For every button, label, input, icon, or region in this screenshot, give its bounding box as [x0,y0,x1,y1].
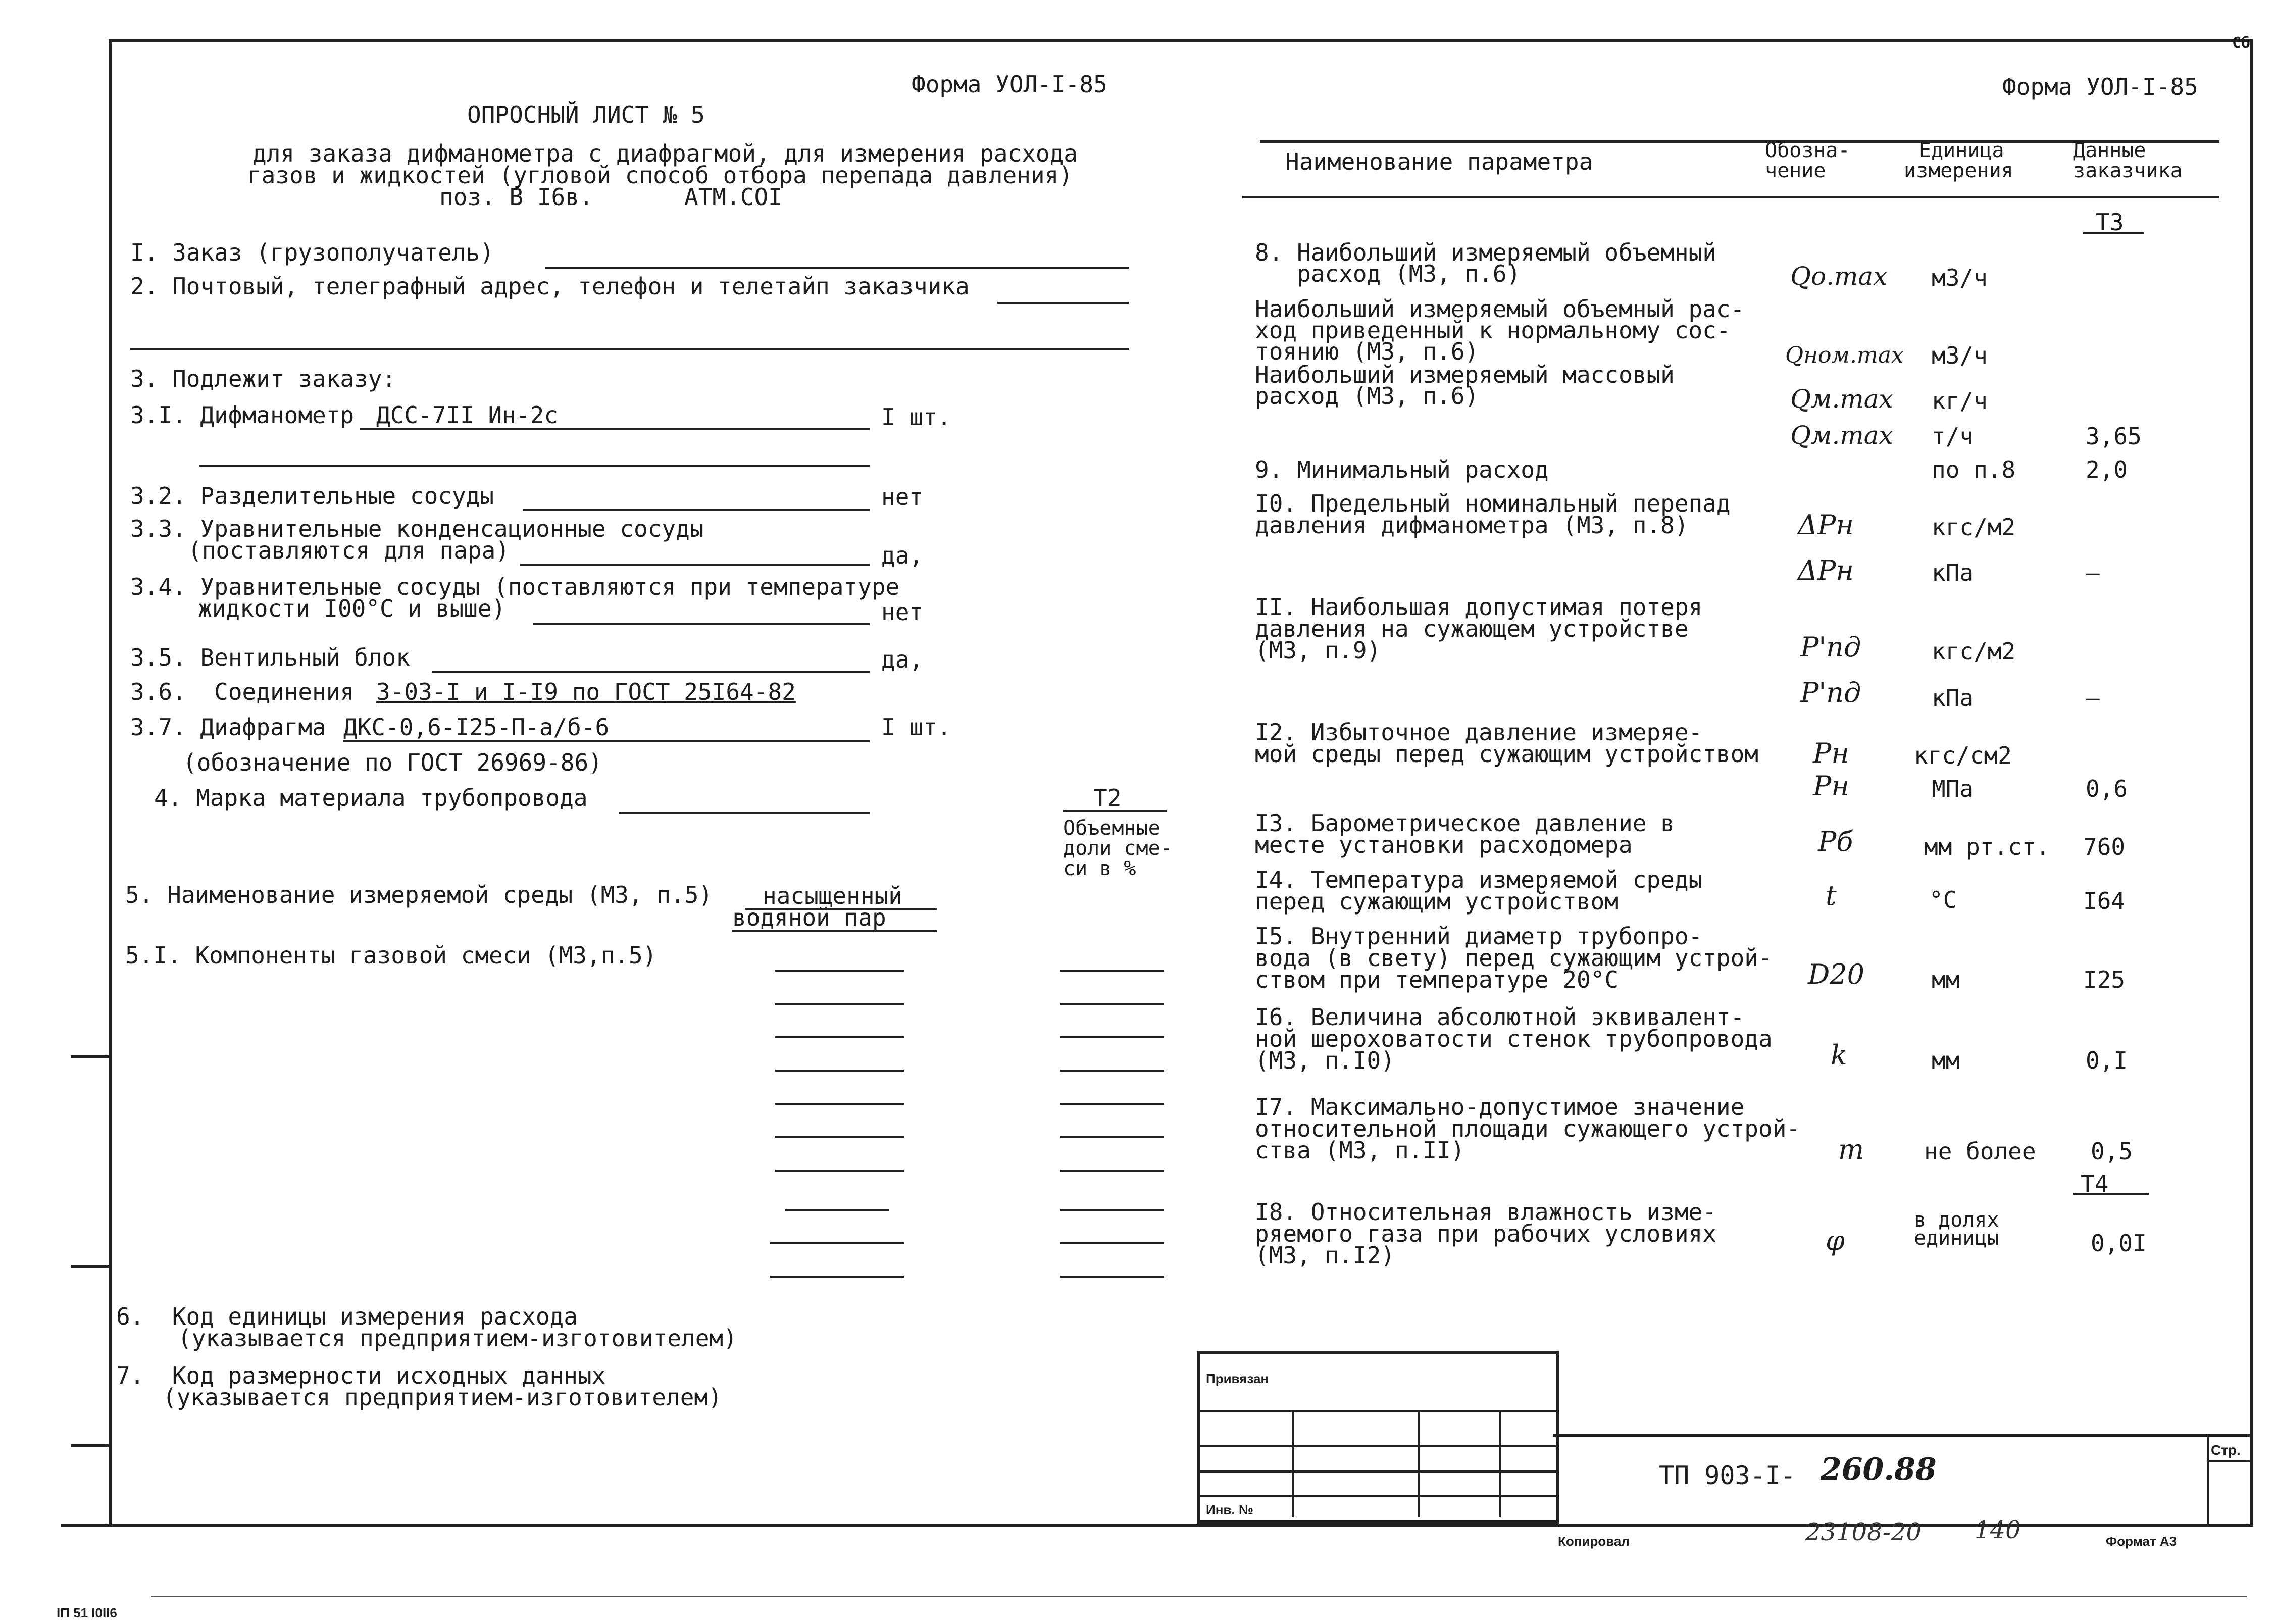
bottom-code: IП 51 I0II6 [57,1605,117,1620]
percent-blank [1060,1242,1164,1244]
item-7-note: (указывается предприятием-изготовителем) [163,1384,722,1411]
row-13-line-1: I3. Барометрическое давление в [1255,809,1675,837]
stamp-vline [1418,1410,1420,1517]
percent-blank [1060,1170,1164,1172]
row-18-line-1: I8. Относительная влажность изме- [1255,1198,1716,1226]
row-17-value: 0,5 [2091,1138,2133,1165]
item-3-3-note: (поставляются для пара) [188,537,510,564]
frame-right [2250,39,2253,1527]
row-14-line-2: перед сужающим устройством [1255,888,1619,915]
percent-blank [1060,1003,1164,1005]
row-10-line-1: I0. Предельный номинальный перепад [1255,490,1731,517]
stamp-page-vline [2207,1434,2209,1525]
item-7: 7. Код размерности исходных данных [116,1362,606,1389]
header-unit-2: измерения [1904,159,2013,182]
row-18-symbol: φ [1826,1225,1845,1256]
frame-bottom [61,1524,2252,1527]
component-blank [775,1070,904,1072]
row-10b-symbol: ΔPн [1798,554,1854,586]
stamp-page-label: Стр. [2211,1442,2241,1458]
row-13-value: 760 [2083,833,2126,860]
item-3-4-note: жидкости I00°С и выше) [198,595,506,622]
item-3-5-field [432,671,870,673]
row-10-line-2: давления дифманометра (МЗ, п.8) [1255,512,1689,539]
item-5-value-2: водяной пар [732,904,886,931]
document-prefix: ТП 903-I- [1659,1461,1796,1490]
component-blank [775,1103,904,1105]
row-8b-unit: м3/ч [1932,342,1988,369]
row-14-line-1: I4. Температура измеряемой среды [1255,866,1703,893]
row-9-value: 2,0 [2086,456,2128,483]
header-name: Наименование параметра [1285,148,1593,175]
item-3-4: 3.4. Уравнительные сосуды (поставляются при температуре [130,573,900,600]
row-14-symbol: t [1826,880,1837,911]
form-label-left: Форма УОЛ-I-85 [912,71,1107,98]
item-3-3: 3.3. Уравнительные конденсационные сосуды [130,515,704,542]
table-header-bottom [1242,196,2219,198]
component-blank [770,1242,904,1244]
t3-label: Т3 [2096,209,2124,236]
row-10-symbol: ΔPн [1798,509,1854,541]
stamp-vline [1292,1410,1294,1517]
row-11-unit: кгс/м2 [1932,638,2016,665]
t2-label: Т2 [1093,784,1122,811]
component-blank [775,970,904,972]
item-3-7-field [343,740,870,742]
page-title: ОПРОСНЫЙ ЛИСТ № 5 [467,101,705,128]
row-12-line-2: мой среды перед сужающим устройством [1255,740,1758,768]
row-15-line-2: вода (в свету) перед сужающим устрой- [1255,944,1773,972]
row-11-line-2: давления на сужающем устройстве [1255,615,1689,642]
row-17-unit: не более [1924,1138,2036,1165]
margin-tick [71,1055,111,1058]
item-5-value: насыщенный [763,882,902,909]
stamp-vline [1499,1410,1501,1517]
item-6: 6. Код единицы измерения расхода [116,1303,578,1330]
row-8c-line-2: расход (МЗ, п.6) [1255,382,1479,410]
row-11b-unit: кПа [1932,684,1974,712]
header-symbol-2: чение [1765,159,1826,182]
header-unit-1: Единица [1919,139,2004,162]
item-1: I. Заказ (грузополучатель) [130,239,494,266]
component-blank [775,1003,904,1005]
row-10b-value: – [2086,559,2100,586]
row-17-line-1: I7. Максимально-допустимое значение [1255,1093,1745,1121]
item-3-5: 3.5. Вентильный блок [130,644,410,671]
row-13-unit: мм рт.ст. [1924,833,2050,860]
stamp-line [1197,1495,1556,1497]
item-5: 5. Наименование измеряемой среды (МЗ, п.5) [125,881,713,908]
row-17-line-2: относительной площади сужающего устрой- [1255,1115,1801,1142]
row-8c-unit: кг/ч [1932,387,1988,415]
item-5-field-2 [732,930,937,932]
row-8c-symbol: Qм.max [1790,384,1893,414]
stamp-inventory-label: Инв. № [1206,1502,1253,1517]
component-blank [775,1036,904,1038]
component-blank [770,1276,904,1278]
t2-text-3: си в % [1063,857,1136,880]
row-8d-unit: т/ч [1932,423,1974,450]
row-8-line-1: 8. Наибольший измеряемый объемный [1255,239,1716,266]
row-10-unit: кгс/м2 [1932,514,2016,541]
row-12b-unit: МПа [1932,775,1974,802]
row-11b-symbol: P'пд [1800,677,1861,708]
footer-kopiroval: Копировал [1558,1534,1630,1549]
item-3-2-field [523,509,870,511]
frame-top [109,39,2252,42]
stamp-line [1197,1410,1556,1412]
item-3-4-answer: нет [881,598,924,626]
header-symbol-1: Обозна- [1765,139,1850,162]
row-15-line-1: I5. Внутренний диаметр трубопро- [1255,923,1703,950]
row-12-unit: кгс/см2 [1914,742,2012,769]
percent-blank [1060,1036,1164,1038]
item-3-3-answer: да, [881,542,924,569]
percent-blank [1060,970,1164,972]
row-18-value: 0,0I [2091,1230,2147,1257]
item-3-3-field [520,564,870,566]
item-3-1: 3.I. Дифманометр [130,401,355,429]
component-blank [775,1170,904,1172]
item-3-4-field [533,623,870,625]
item-3-2-answer: нет [881,483,924,511]
row-13-line-2: месте установки расходомера [1255,831,1633,858]
subtitle-line-2: газов и жидкостей (угловой способ отбора перепада давления) [247,162,1073,189]
item-3-6: 3.6. Соединения [130,678,355,705]
component-blank [775,1136,904,1138]
row-18-unit: в долях единицы [1914,1208,1999,1250]
item-3-1-field [360,428,870,430]
row-16-line-1: I6. Величина абсолютной эквивалент- [1255,1003,1745,1031]
row-8b-line-3: тоянию (МЗ, п.6) [1255,338,1479,365]
subtitle-line-1: для заказа дифманометра с диафрагмой, для измерения расхода [252,140,1078,167]
margin-tick [71,1265,111,1268]
footer-format: Формат А3 [2106,1534,2177,1549]
row-16-symbol: k [1831,1039,1847,1071]
row-12-symbol: Pн [1813,737,1849,769]
row-14-unit: °С [1929,886,1957,914]
row-11-line-1: II. Наибольшая допустимая потеря [1255,593,1703,621]
item-3-7-value: ДКС-0,6-I25-П-а/б-6 [343,714,610,741]
item-6-note: (указывается предприятием-изготовителем) [178,1325,737,1352]
cut-line [151,1596,2247,1597]
form-label-right: Форма УОЛ-I-85 [2002,73,2198,100]
item-3-1-field-2 [199,465,870,467]
percent-blank [1060,1209,1164,1211]
percent-blank [1060,1136,1164,1138]
row-9-line-1: 9. Минимальный расход [1255,456,1549,483]
item-2-field-2 [130,348,1129,350]
header-data-2: заказчика [2073,159,2183,182]
row-16-value: 0,I [2086,1047,2128,1074]
row-17-line-3: ства (МЗ, п.II) [1255,1137,1465,1164]
position-label: поз. В I6в. [439,183,593,211]
row-15-symbol: D20 [1808,958,1865,990]
row-15-line-3: ством при температуре 20°С [1255,966,1619,993]
corner-mark: Сб [2232,34,2251,52]
row-11-line-3: (МЗ, п.9) [1255,637,1381,664]
header-data-1: Данные [2073,139,2146,162]
item-3-1-value: ДСС-7II Ин-2с [376,401,559,429]
footer-sheet-number: 140 [1975,1516,2021,1544]
t2-underline [1063,810,1167,812]
t3-underline [2083,232,2144,234]
row-15-value: I25 [2083,966,2126,993]
row-16-line-3: (МЗ, п.I0) [1255,1047,1395,1074]
row-8-unit: м3/ч [1932,264,1988,291]
frame-left [109,39,112,1527]
item-4-field [619,812,870,814]
row-10b-unit: кПа [1932,559,1974,586]
row-17-symbol: m [1838,1134,1864,1165]
row-15-unit: мм [1932,966,1960,993]
row-8b-line-2: ход приведенный к нормальному сос- [1255,317,1731,344]
stamp-privyazan-label: Привязан [1206,1371,1269,1386]
row-18-line-3: (МЗ, п.I2) [1255,1242,1395,1269]
item-3-6-value: 3-03-I и I-I9 по ГОСТ 25I64-82 [376,678,796,705]
percent-blank [1060,1070,1164,1072]
t2-text-2: доли сме- [1063,837,1173,860]
row-14-value: I64 [2083,887,2126,915]
document-number: 260.88 [1821,1452,1937,1487]
component-blank [785,1209,889,1211]
row-8d-value: 3,65 [2086,423,2142,450]
row-13-symbol: Pб [1818,826,1853,857]
item-3-7-qty: I шт. [881,714,951,741]
t4-underline [2073,1193,2149,1195]
item-3-2: 3.2. Разделительные сосуды [130,482,494,510]
row-11b-value: – [2086,684,2100,712]
row-9-unit: по п.8 [1932,456,2016,483]
t4-label: Т4 [2081,1170,2109,1197]
margin-tick [71,1444,111,1447]
item-1-field [545,267,1129,269]
row-16-line-2: ной шероховатости стенок трубопровода [1255,1025,1773,1052]
percent-blank [1060,1103,1164,1105]
item-3-7: 3.7. Диафрагма [130,714,326,741]
item-5-1: 5.I. Компоненты газовой смеси (МЗ,п.5) [125,942,657,969]
row-18-line-2: ряемого газа при рабочих условиях [1255,1220,1716,1247]
row-8c-line-1: Наибольший измеряемый массовый [1255,361,1675,388]
row-12b-symbol: Pн [1813,770,1849,802]
stamp-line [1197,1445,1556,1447]
percent-blank [1060,1276,1164,1278]
row-12b-value: 0,6 [2086,775,2128,802]
item-2: 2. Почтовый, телеграфный адрес, телефон и телетайп заказчика [130,273,970,300]
footer-order-number: 23108-20 [1805,1518,1922,1546]
row-8b-line-1: Наибольший измеряемый объемный рас- [1255,295,1745,323]
row-8-symbol: Qо.max [1790,262,1888,291]
item-2-field [997,302,1129,304]
row-12-line-1: I2. Избыточное давление измеряе- [1255,719,1703,746]
row-16-unit: мм [1932,1047,1960,1074]
row-8b-symbol: Qном.max [1785,342,1904,368]
item-3-1-qty: I шт. [881,403,951,431]
row-11-symbol: P'пд [1800,631,1861,663]
stamp-line [1197,1470,1556,1473]
item-3-7-note: (обозначение по ГОСТ 26969-86) [183,749,602,776]
row-8-line-2: расход (МЗ, п.6) [1255,260,1521,287]
stamp-main-top [1553,1434,2252,1437]
position-code: АТМ.СОI [684,183,782,211]
item-3: 3. Подлежит заказу: [130,365,396,392]
item-3-5-answer: да, [881,646,924,673]
row-8d-symbol: Qм.max [1790,421,1893,450]
t2-text-1: Объемные [1063,817,1160,840]
item-4: 4. Марка материала трубопровода [154,784,588,811]
